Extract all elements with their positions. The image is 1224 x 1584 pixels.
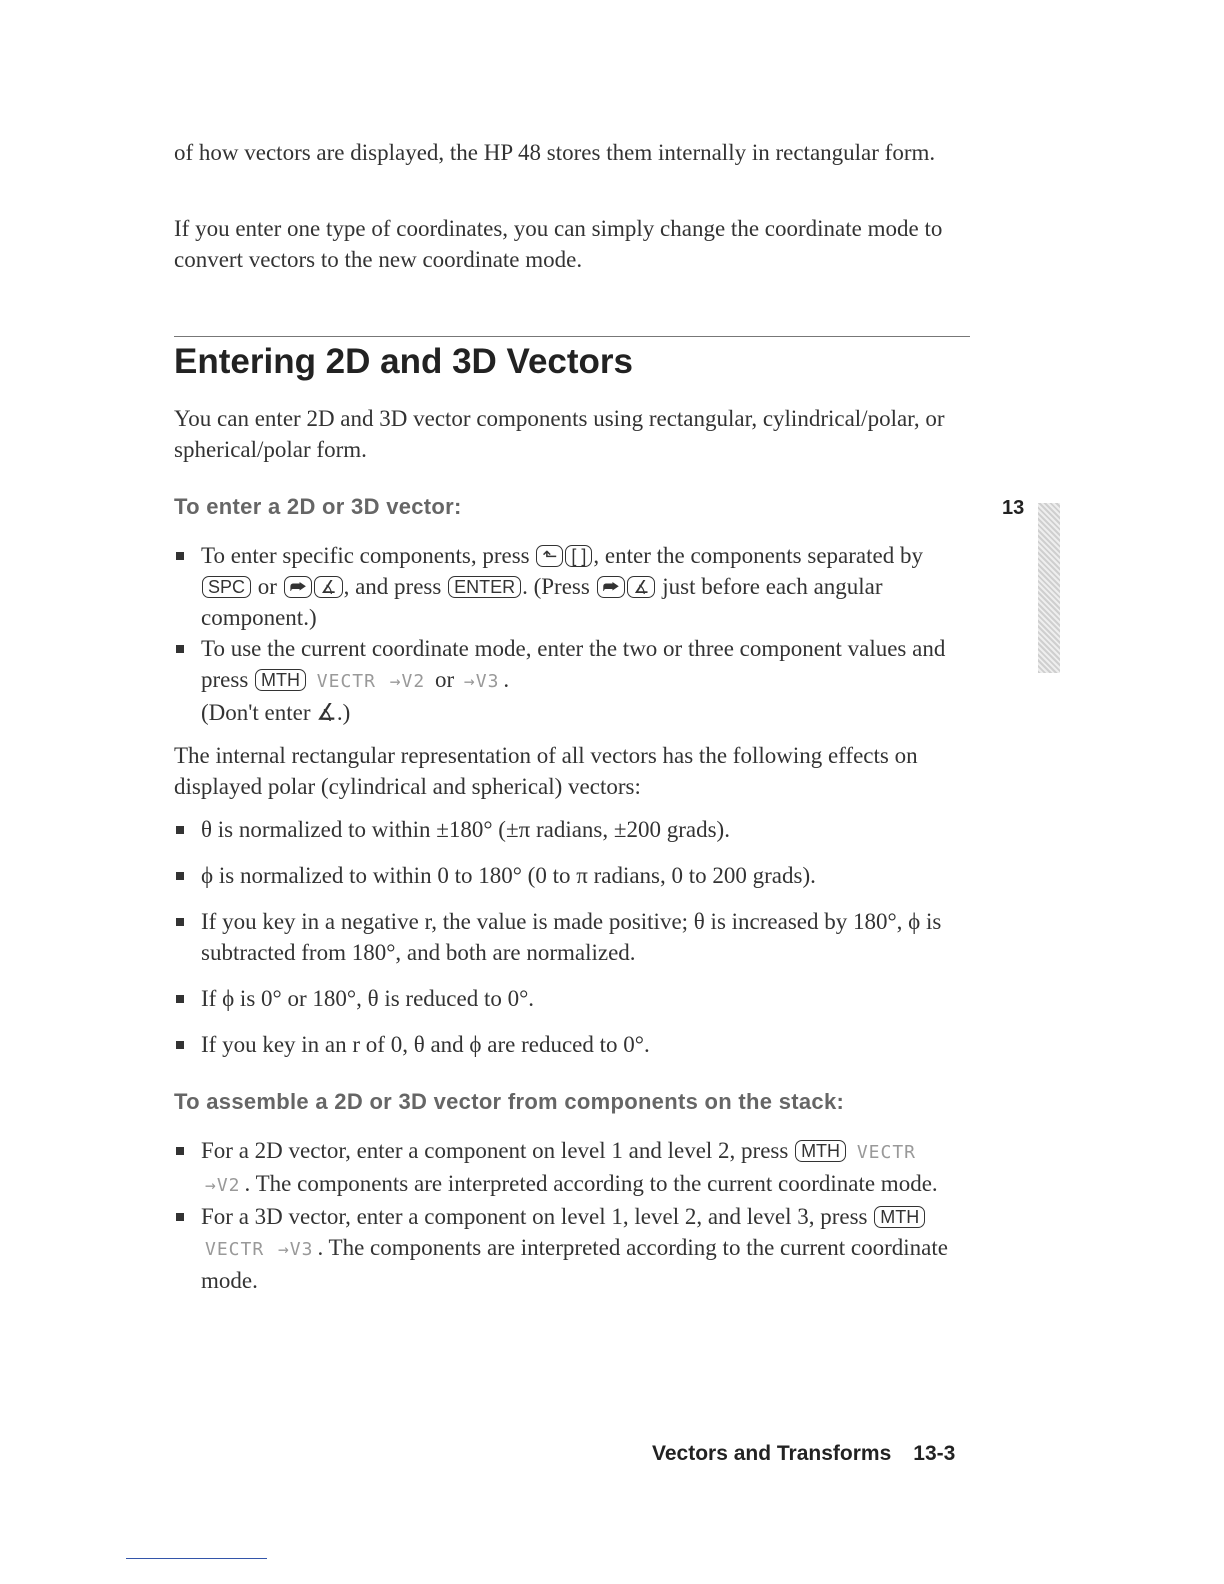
footer-page-number: 13-3 xyxy=(913,1442,956,1465)
intro-paragraph-1: of how vectors are displayed, the HP 48 stores them internally in rectangular form. xyxy=(174,140,936,165)
angle-key-icon: ∡ xyxy=(314,576,342,598)
vectr-softkey: VECTR xyxy=(856,1142,916,1163)
list-item: θ is normalized to within ±180° (±π radians, ±200 grads). xyxy=(174,814,974,845)
internal-representation-paragraph: The internal rectangular representation of all vectors has the following effects on displayed polar (cylindrical and spherical) vectors: xyxy=(174,743,918,799)
v3-softkey: →V3 xyxy=(463,671,500,692)
brackets-key: [ ] xyxy=(565,545,592,567)
mth-key: MTH xyxy=(874,1206,925,1228)
bullet-icon xyxy=(176,995,184,1003)
assemble-vector-steps xyxy=(174,1135,974,1296)
v2-softkey: →V2 xyxy=(205,1175,241,1196)
right-shift-key-icon: ⮫ xyxy=(597,576,626,598)
left-shift-key-icon: ⬑ xyxy=(536,545,563,567)
right-shift-key-icon: ⮫ xyxy=(284,576,313,598)
enter-key: ENTER xyxy=(448,576,521,598)
list-item: For a 2D vector, enter a component on level 1 and level 2, press MTH VECTR →V2 . The components are interpreted according to the current coordinate mode. xyxy=(174,1135,974,1201)
mth-key: MTH xyxy=(255,669,306,691)
intro-paragraph-2: If you enter one type of coordinates, you can simply change the coordinate mode to convert vectors to the new coordinate mode. xyxy=(174,216,943,272)
section-rule xyxy=(174,336,970,337)
bullet-icon xyxy=(176,645,184,653)
footer-mark-line xyxy=(126,1558,267,1559)
section-title: Entering 2D and 3D Vectors xyxy=(174,342,634,381)
bullet-icon xyxy=(176,1213,184,1221)
list-item: To enter specific components, press ⬑ [ ] , enter the components separated by SPC or ⮫ ∡ , and press ENTER . (Press ⮫ ∡ just before each angular component.) xyxy=(174,540,974,633)
bullet-icon xyxy=(176,918,184,926)
mth-key: MTH xyxy=(795,1140,846,1162)
list-item: If you key in an r of 0, θ and ϕ are reduced to 0°. xyxy=(174,1029,974,1060)
list-item: If ϕ is 0° or 180°, θ is reduced to 0°. xyxy=(174,983,974,1014)
bullet-icon xyxy=(176,1041,184,1049)
vectr-softkey: VECTR xyxy=(205,1239,265,1260)
list-item: For a 3D vector, enter a component on level 1, level 2, and level 3, press MTH VECTR →V3 . The components are interpreted according to the current coordinate mode. xyxy=(174,1201,974,1296)
vectr-softkey: VECTR xyxy=(316,671,376,692)
list-item: If you key in a negative r, the value is made positive; θ is increased by 180°, ϕ is subtracted from 180°, and both are normalized. xyxy=(174,906,974,968)
chapter-tab-number: 13 xyxy=(1002,497,1025,519)
v2-softkey: →V2 xyxy=(389,671,426,692)
section-intro: You can enter 2D and 3D vector components using rectangular, cylindrical/polar, or spherical/polar form. xyxy=(174,406,945,462)
list-item: ϕ is normalized to within 0 to 180° (0 to π radians, 0 to 200 grads). xyxy=(174,860,974,891)
bullet-icon xyxy=(176,552,184,560)
bullet-icon xyxy=(176,1147,184,1155)
bullet-icon xyxy=(176,826,184,834)
enter-vector-heading: To enter a 2D or 3D vector: xyxy=(174,494,462,519)
chapter-tab-marker xyxy=(1038,503,1060,673)
v3-softkey: →V3 xyxy=(277,1239,314,1260)
polar-effects-list xyxy=(174,814,974,1075)
footer-chapter-title: Vectors and Transforms xyxy=(652,1442,892,1465)
spc-key: SPC xyxy=(202,576,251,598)
angle-key-icon: ∡ xyxy=(627,576,655,598)
page-footer xyxy=(652,1442,955,1466)
assemble-vector-heading: To assemble a 2D or 3D vector from components on the stack: xyxy=(174,1089,845,1114)
enter-vector-steps xyxy=(174,540,974,728)
list-item: To use the current coordinate mode, enter the two or three component values and press MTH VECTR →V2 or →V3 . (Don't enter ∡.) xyxy=(174,633,974,728)
bullet-icon xyxy=(176,872,184,880)
